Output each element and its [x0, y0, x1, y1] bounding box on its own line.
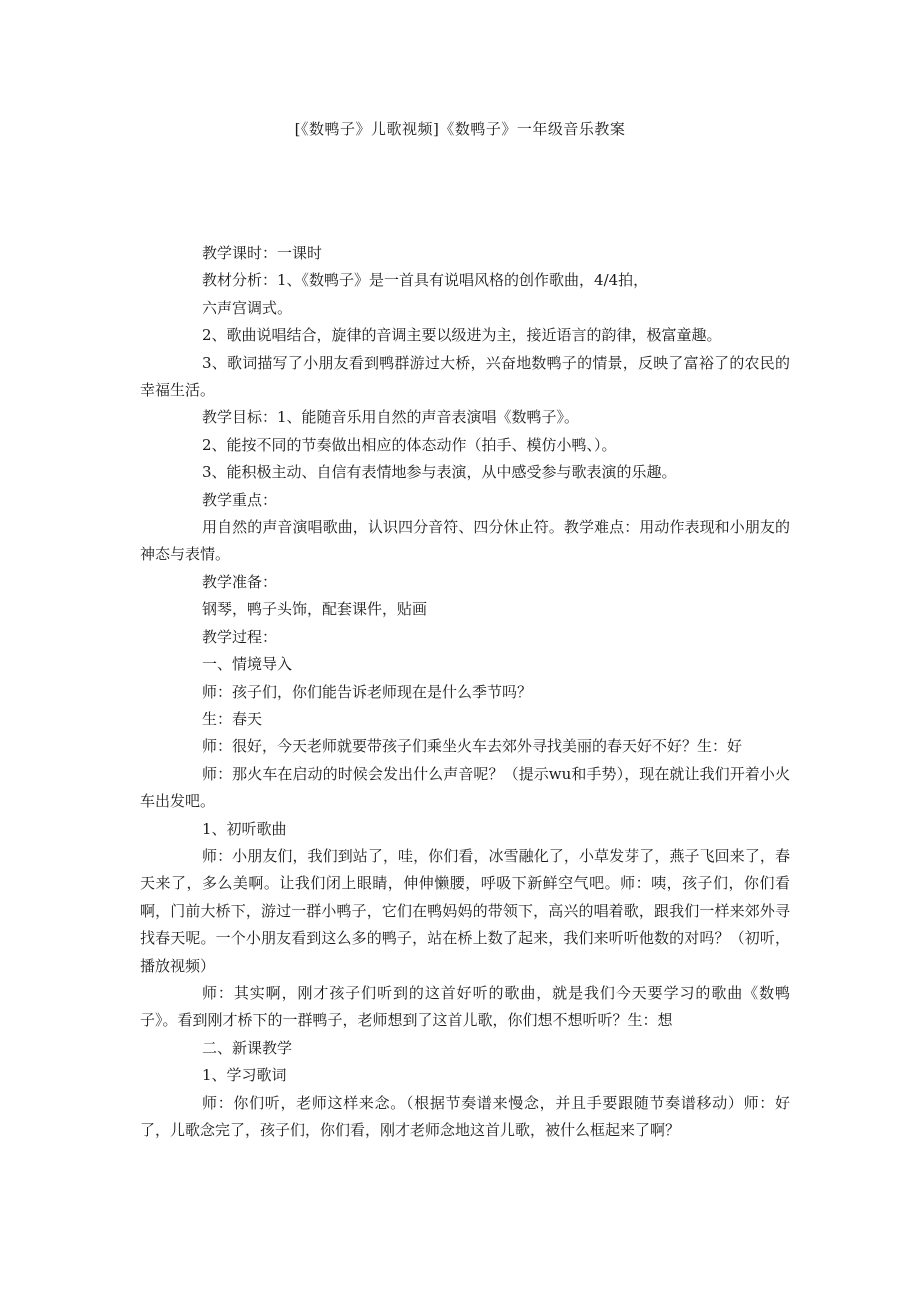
paragraph: 一、情境导入	[202, 655, 293, 674]
paragraph: 3、歌词描写了小朋友看到鸭群游过大桥，兴奋地数鸭子的情景，反映了富裕了的农民的幸福生活。	[140, 353, 790, 400]
paragraph: 师：其实啊，刚才孩子们听到的这首好听的歌曲，就是我们今天要学习的歌曲《数鸭子》。看到刚才桥下的一群鸭子，老师想到了这首儿歌，你们想不想听听？生：想	[140, 983, 790, 1030]
paragraph: 师：很好，今天老师就要带孩子们乘坐火车去郊外寻找美丽的春天好不好？生：好	[202, 737, 743, 756]
paragraph: 教学准备：	[202, 572, 278, 591]
paragraph: 师：那火车在启动的时候会发出什么声音呢？（提示wu和手势），现在就让我们开着小火车出发吧。	[140, 764, 790, 811]
paragraph: 师：小朋友们，我们到站了，哇，你们看，冰雪融化了，小草发芽了，燕子飞回来了，春天来了，多么美啊。让我们闭上眼睛，伸伸懒腰，呼吸下新鲜空气吧。师：咦，孩子们，你们看啊，门前大桥下，游过一群小鸭子，它们在鸭妈妈的带领下，高兴的唱着歌，跟我们一样来郊外寻找春天呢。一个小朋友看到这么多的鸭子，站在桥上数了起来，我们来听听他数的对吗？（初听，播放视频）	[140, 846, 790, 975]
paragraph: 教学重点：	[202, 490, 278, 509]
paragraph: 用自然的声音演唱歌曲，认识四分音符、四分休止符。教学难点：用动作表现和小朋友的神态与表情。	[140, 518, 790, 564]
paragraph: 师：你们听，老师这样来念。（根据节奏谱来慢念，并且手要跟随节奏谱移动）师：好了，儿歌念完了，孩子们，你们看，刚才老师念地这首儿歌，被什么框起来了啊？	[140, 1093, 790, 1139]
paragraph: 二、新课教学	[202, 1038, 293, 1057]
paragraph: 教材分析：1、《数鸭子》是一首具有说唱风格的创作歌曲，4/4拍，	[202, 271, 649, 290]
paragraph: 六声宫调式。	[202, 298, 293, 317]
paragraph: 教学课时：一课时	[202, 244, 323, 262]
paragraph: 生：春天	[202, 709, 263, 728]
paragraph: 3、能积极主动、自信有表情地参与表演，从中感受参与歌表演的乐趣。	[202, 463, 677, 482]
document-body	[140, 240, 790, 1144]
document-title: [《数鸭子》儿歌视频]《数鸭子》一年级音乐教案	[294, 120, 626, 138]
paragraph: 2、能按不同的节奏做出相应的体态动作（拍手、模仿小鸭、）。	[202, 435, 617, 454]
paragraph: 教学目标：1、能随音乐用自然的声音表演唱《数鸭子》。	[202, 408, 580, 427]
paragraph: 1、初听歌曲	[202, 819, 287, 838]
paragraph: 1、学习歌词	[202, 1066, 287, 1085]
paragraph: 师：孩子们，你们能告诉老师现在是什么季节吗？	[202, 682, 533, 701]
paragraph: 教学过程：	[202, 627, 278, 646]
paragraph: 钢琴，鸭子头饰，配套课件，贴画	[202, 600, 428, 619]
paragraph: 2、歌曲说唱结合，旋律的音调主要以级进为主，接近语言的韵律，极富童趣。	[202, 326, 722, 345]
